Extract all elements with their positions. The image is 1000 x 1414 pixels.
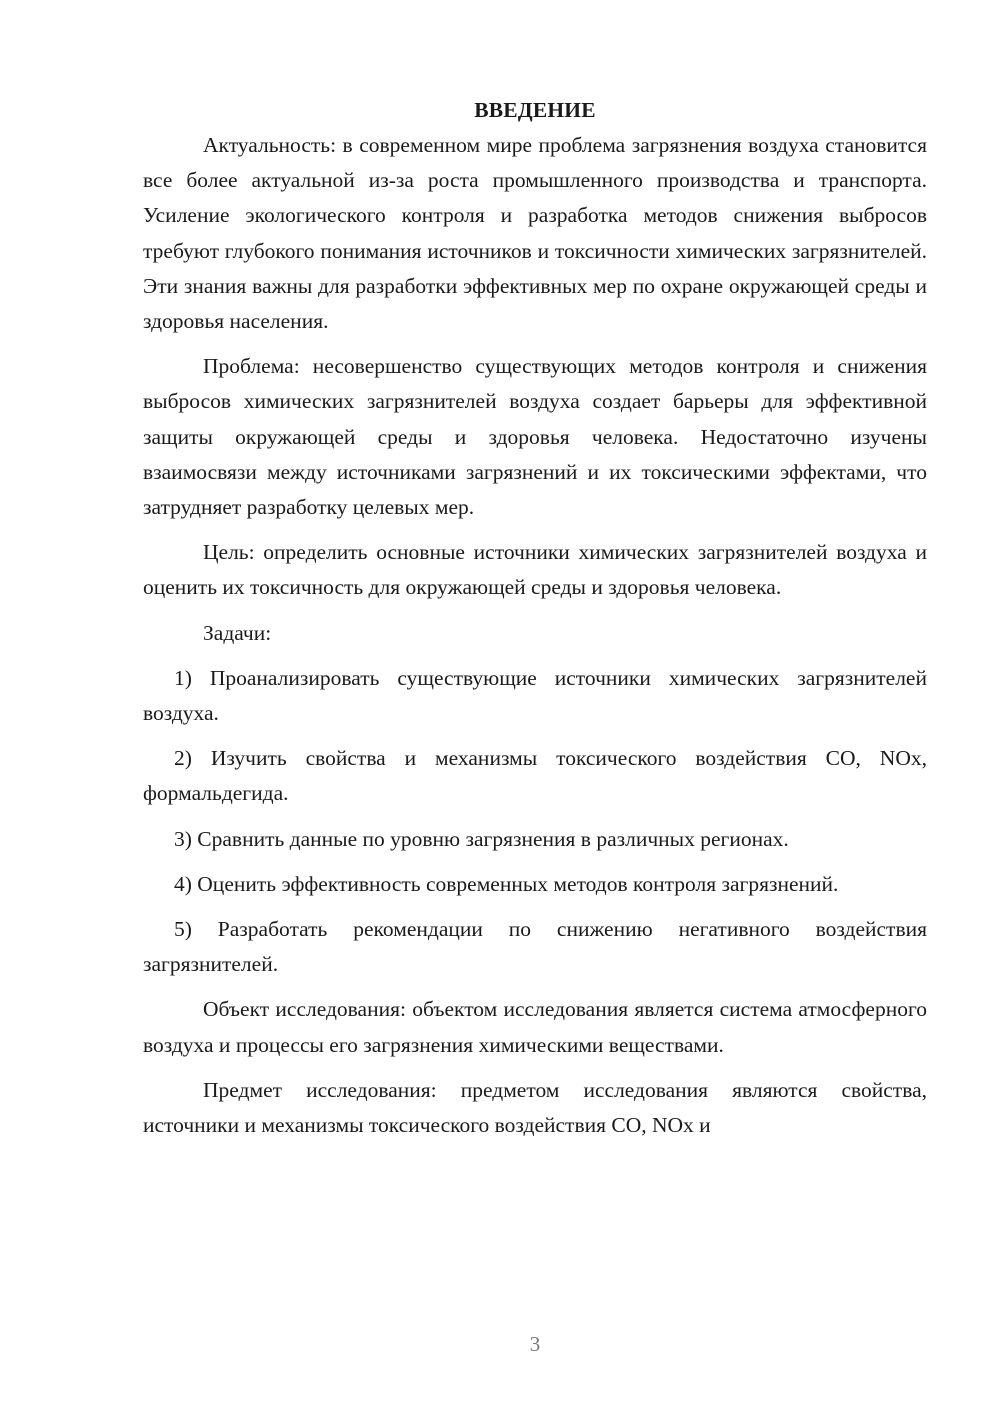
page-number: 3 xyxy=(529,1332,541,1356)
paragraph-relevance: Актуальность: в современном мире проблема загрязнения воздуха становится все более актуальной из-за роста промышленного производства и транспорта. Усиление экологического контроля и разработка методов снижения выбросов требуют глубокого понимания источников и токсичности химических загрязнителей. Эти знания важны для разработки эффективных мер по охране окружающей среды и здоровья населения. xyxy=(143,133,927,334)
task-item-2: 2) Изучить свойства и механизмы токсического воздействия CO, NOx, формальдегида. xyxy=(143,746,927,806)
section-title: ВВЕДЕНИЕ xyxy=(474,98,596,122)
paragraph-problem: Проблема: несовершенство существующих методов контроля и снижения выбросов химических загрязнителей воздуха создает барьеры для эффективной защиты окружающей среды и здоровья человека. Недостаточно изучены взаимосвязи между источниками загрязнений и их токсическими эффектами, что затрудняет разработку целевых мер. xyxy=(143,354,927,520)
tasks-heading: Задачи: xyxy=(203,620,272,645)
task-item-1: 1) Проанализировать существующие источники химических загрязнителей воздуха. xyxy=(143,665,927,726)
document-body xyxy=(143,93,927,1143)
paragraph-subject: Предмет исследования: предметом исследования являются свойства, источники и механизмы токсического воздействия CO, NOx и xyxy=(143,1077,927,1138)
paragraph-object: Объект исследования: объектом исследования является система атмосферного воздуха и процессы его загрязнения химическими веществами. xyxy=(143,997,927,1057)
task-item-4: 4) Оценить эффективность современных методов контроля загрязнений. xyxy=(174,871,839,896)
task-item-5: 5) Разработать рекомендации по снижению негативного воздействия загрязнителей. xyxy=(143,917,927,977)
paragraph-goal: Цель: определить основные источники химических загрязнителей воздуха и оценить их токсичность для окружающей среды и здоровья человека. xyxy=(143,540,927,600)
task-item-3: 3) Сравнить данные по уровню загрязнения в различных регионах. xyxy=(174,826,789,851)
